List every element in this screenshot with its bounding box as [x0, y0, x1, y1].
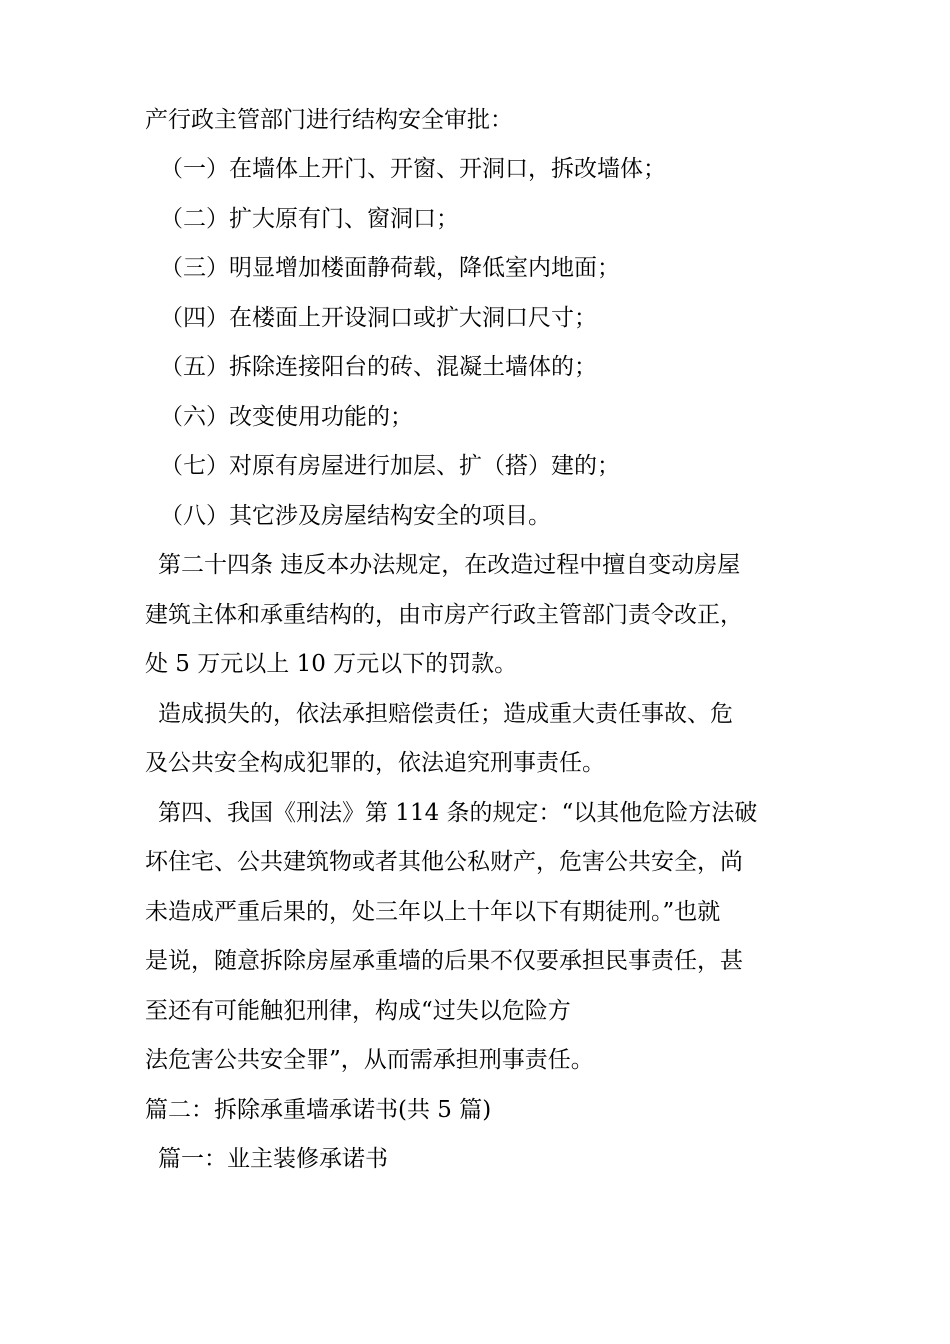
text-line: 坏住宅、公共建筑物或者其他公私财产，危害公共安全，尚 [145, 849, 743, 875]
text-line: 法危害公共安全罪”，从而需承担刑事责任。 [145, 1047, 594, 1073]
text-line: 是说，随意拆除房屋承重墙的后果不仅要承担民事责任，甚 [145, 948, 743, 974]
text-line: 及公共安全构成犯罪的，依法追究刑事责任。 [145, 750, 605, 776]
list-item: （六）改变使用功能的； [160, 404, 413, 430]
list-item: （八）其它涉及房屋结构安全的项目。 [160, 503, 551, 529]
text-line: 建筑主体和承重结构的，由市房产行政主管部门责令改正， [145, 602, 743, 628]
text-line: 产行政主管部门进行结构安全审批： [145, 107, 513, 133]
text-line: 处 5 万元以上 10 万元以下的罚款。 [145, 651, 518, 677]
text-line: 第二十四条 违反本办法规定，在改造过程中擅自变动房屋 [158, 552, 741, 578]
list-item: （七）对原有房屋进行加层、扩（搭）建的； [160, 453, 620, 479]
list-item: （五）拆除连接阳台的砖、混凝土墙体的； [160, 354, 597, 380]
list-item: （一）在墙体上开门、开窗、开洞口，拆改墙体； [160, 156, 666, 182]
text-line: 至还有可能触犯刑律，构成“过失以危险方 [145, 998, 571, 1024]
text-line: 第四、我国《刑法》第 114 条的规定：“以其他危险方法破 [158, 800, 758, 826]
list-item: （四）在楼面上开设洞口或扩大洞口尺寸； [160, 305, 597, 331]
section-subheading: 篇一：业主装修承诺书 [158, 1146, 388, 1172]
section-heading: 篇二：拆除承重墙承诺书(共 5 篇) [145, 1097, 492, 1123]
list-item: （二）扩大原有门、窗洞口； [160, 206, 459, 232]
list-item: （三）明显增加楼面静荷载，降低室内地面； [160, 255, 620, 281]
text-line: 造成损失的，依法承担赔偿责任；造成重大责任事故、危 [158, 701, 733, 727]
text-line: 未造成严重后果的，处三年以上十年以下有期徒刑。”也就 [145, 899, 721, 925]
